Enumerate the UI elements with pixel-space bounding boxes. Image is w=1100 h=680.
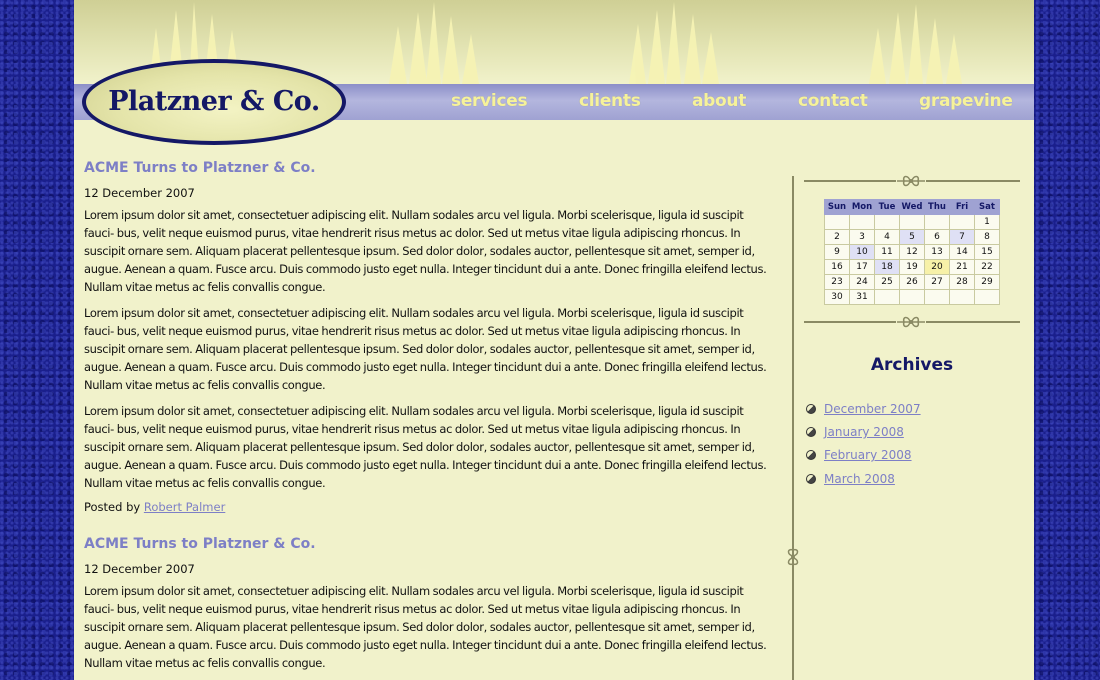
logo[interactable] [82,59,346,145]
calendar-day[interactable]: 5 [900,230,925,245]
calendar-week [825,245,1000,260]
bullet-icon [806,404,816,414]
ornament-icon [896,313,926,331]
calendar-day: 25 [875,275,900,290]
post-paragraph: Lorem ipsum dolor sit amet, consectetuer adipiscing elit. Nullam sodales arcu vel ligula. Morbi scelerisque, ligula id suscipit fauci- bus, velit neque euismod purus, vitae hendrerit risus metus ac dolor. Sed ut metus vitae ligula adipiscing rhoncus. In suscipit ornare sem. Aliquam placerat pellentesque ipsum. Sed dolor dolor, sodales auctor, pellentesque sit amet, semper id, augue. Aenean a quam. Fusce arcu. Duis commodo justo eget nulla. Integer tincidunt dui a ante. Donec fringilla eleifend lectus. Nullam vitae metus ac felis convallis congue. [84,306,767,392]
calendar-day-header: Tue [875,200,900,215]
calendar-day: 2 [825,230,850,245]
calendar-day: 4 [875,230,900,245]
posted-by [84,500,774,514]
calendar-day: 14 [950,245,975,260]
post-paragraph: Lorem ipsum dolor sit amet, consectetuer adipiscing elit. Nullam sodales arcu vel ligula. Morbi scelerisque, ligula id suscipit fauci- bus, velit neque euismod purus, vitae hendrerit risus metus ac dolor. Sed ut metus vitae ligula adipiscing rhoncus. In suscipit ornare sem. Aliquam placerat pellentesque ipsum. Sed dolor dolor, sodales auctor, pellentesque sit amet, semper id, augue. Aenean a quam. Fusce arcu. Duis commodo justo eget nulla. Integer tincidunt dui a ante. Donec fringilla eleifend lectus. Nullam vitae metus ac felis convallis congue. [84,208,767,294]
logo-text: Platzner & Co. [108,85,320,117]
calendar-day: 15 [975,245,1000,260]
nav-about[interactable]: about [692,91,747,111]
calendar-day: 6 [925,230,950,245]
calendar-day: 27 [925,275,950,290]
calendar-week [825,275,1000,290]
blog-post [84,160,774,514]
nav-contact[interactable]: contact [798,91,868,111]
calendar-week [825,290,1000,305]
calendar-day: 30 [825,290,850,305]
calendar-day[interactable]: 18 [875,260,900,275]
calendar-day: 1 [975,215,1000,230]
archive-link[interactable]: December 2007 [824,401,921,416]
calendar-day: 22 [975,260,1000,275]
blog-post [84,536,774,672]
calendar-day: 28 [950,275,975,290]
calendar-day-header: Fri [950,200,975,215]
calendar-day: 9 [825,245,850,260]
calendar-empty-cell [900,215,925,230]
calendar-day: 17 [850,260,875,275]
posted-by-label: Posted by [84,500,141,514]
calendar-day: 26 [900,275,925,290]
nav-services[interactable]: services [451,91,528,111]
calendar-day-header: Sat [975,200,1000,215]
calendar-empty-cell [950,215,975,230]
calendar-week [825,260,1000,275]
archive-link[interactable]: March 2008 [824,471,895,486]
calendar-day: 13 [925,245,950,260]
calendar-day[interactable]: 7 [950,230,975,245]
calendar-day: 21 [950,260,975,275]
calendar-day: 24 [850,275,875,290]
calendar-day-header: Wed [900,200,925,215]
calendar-empty-cell [875,290,900,305]
calendar-day[interactable]: 10 [850,245,875,260]
calendar [824,199,1000,305]
main-content [84,160,774,680]
bullet-icon [806,450,816,460]
calendar-day: 3 [850,230,875,245]
bullet-icon [806,427,816,437]
vertical-ornament-icon [784,542,802,572]
calendar-day: 16 [825,260,850,275]
archive-link[interactable]: January 2008 [824,424,904,439]
page [74,0,1034,680]
calendar-empty-cell [825,215,850,230]
calendar-week [825,215,1000,230]
vertical-divider [792,176,794,680]
ornament-divider [804,311,1020,333]
post-title[interactable]: ACME Turns to Platzner & Co. [84,536,316,552]
calendar-day: 20 [925,260,950,275]
sidebar [804,170,1020,490]
calendar-empty-cell [850,215,875,230]
calendar-day-header: Mon [850,200,875,215]
archive-item [804,467,1020,490]
calendar-empty-cell [925,290,950,305]
bullet-icon [806,474,816,484]
archive-item [804,397,1020,420]
calendar-week [825,230,1000,245]
calendar-empty-cell [975,290,1000,305]
author-link[interactable]: Robert Palmer [143,500,226,514]
calendar-empty-cell [900,290,925,305]
post-paragraph: Lorem ipsum dolor sit amet, consectetuer adipiscing elit. Nullam sodales arcu vel ligula. Morbi scelerisque, ligula id suscipit fauci- bus, velit neque euismod purus, vitae hendrerit risus metus ac dolor. Sed ut metus vitae ligula adipiscing rhoncus. In suscipit ornare sem. Aliquam placerat pellentesque ipsum. Sed dolor dolor, sodales auctor, pellentesque sit amet, semper id, augue. Aenean a quam. Fusce arcu. Duis commodo justo eget nulla. Integer tincidunt dui a ante. Donec fringilla eleifend lectus. Nullam vitae metus ac felis convallis congue. [84,584,767,670]
post-date: 12 December 2007 [84,562,195,576]
nav-clients[interactable]: clients [579,91,641,111]
calendar-day: 29 [975,275,1000,290]
calendar-day: 11 [875,245,900,260]
ornament-icon [896,172,926,190]
calendar-empty-cell [875,215,900,230]
post-paragraph: Lorem ipsum dolor sit amet, consectetuer adipiscing elit. Nullam sodales arcu vel ligula. Morbi scelerisque, ligula id suscipit fauci- bus, velit neque euismod purus, vitae hendrerit risus metus ac dolor. Sed ut metus vitae ligula adipiscing rhoncus. In suscipit ornare sem. Aliquam placerat pellentesque ipsum. Sed dolor dolor, sodales auctor, pellentesque sit amet, semper id, augue. Aenean a quam. Fusce arcu. Duis commodo justo eget nulla. Integer tincidunt dui a ante. Donec fringilla eleifend lectus. Nullam vitae metus ac felis convallis congue. [84,404,767,490]
archive-item [804,444,1020,467]
calendar-day: 19 [900,260,925,275]
calendar-empty-cell [925,215,950,230]
archive-item [804,420,1020,443]
calendar-day: 12 [900,245,925,260]
calendar-day-header: Sun [825,200,850,215]
nav-grapevine[interactable]: grapevine [919,91,1013,111]
post-title[interactable]: ACME Turns to Platzner & Co. [84,160,316,176]
calendar-empty-cell [950,290,975,305]
calendar-day: 23 [825,275,850,290]
ornament-divider [804,170,1020,192]
header [74,0,1034,150]
archive-link[interactable]: February 2008 [824,448,912,463]
calendar-day-header: Thu [925,200,950,215]
calendar-day: 31 [850,290,875,305]
post-date: 12 December 2007 [84,186,195,200]
calendar-day: 8 [975,230,1000,245]
archives-title: Archives [870,355,954,375]
